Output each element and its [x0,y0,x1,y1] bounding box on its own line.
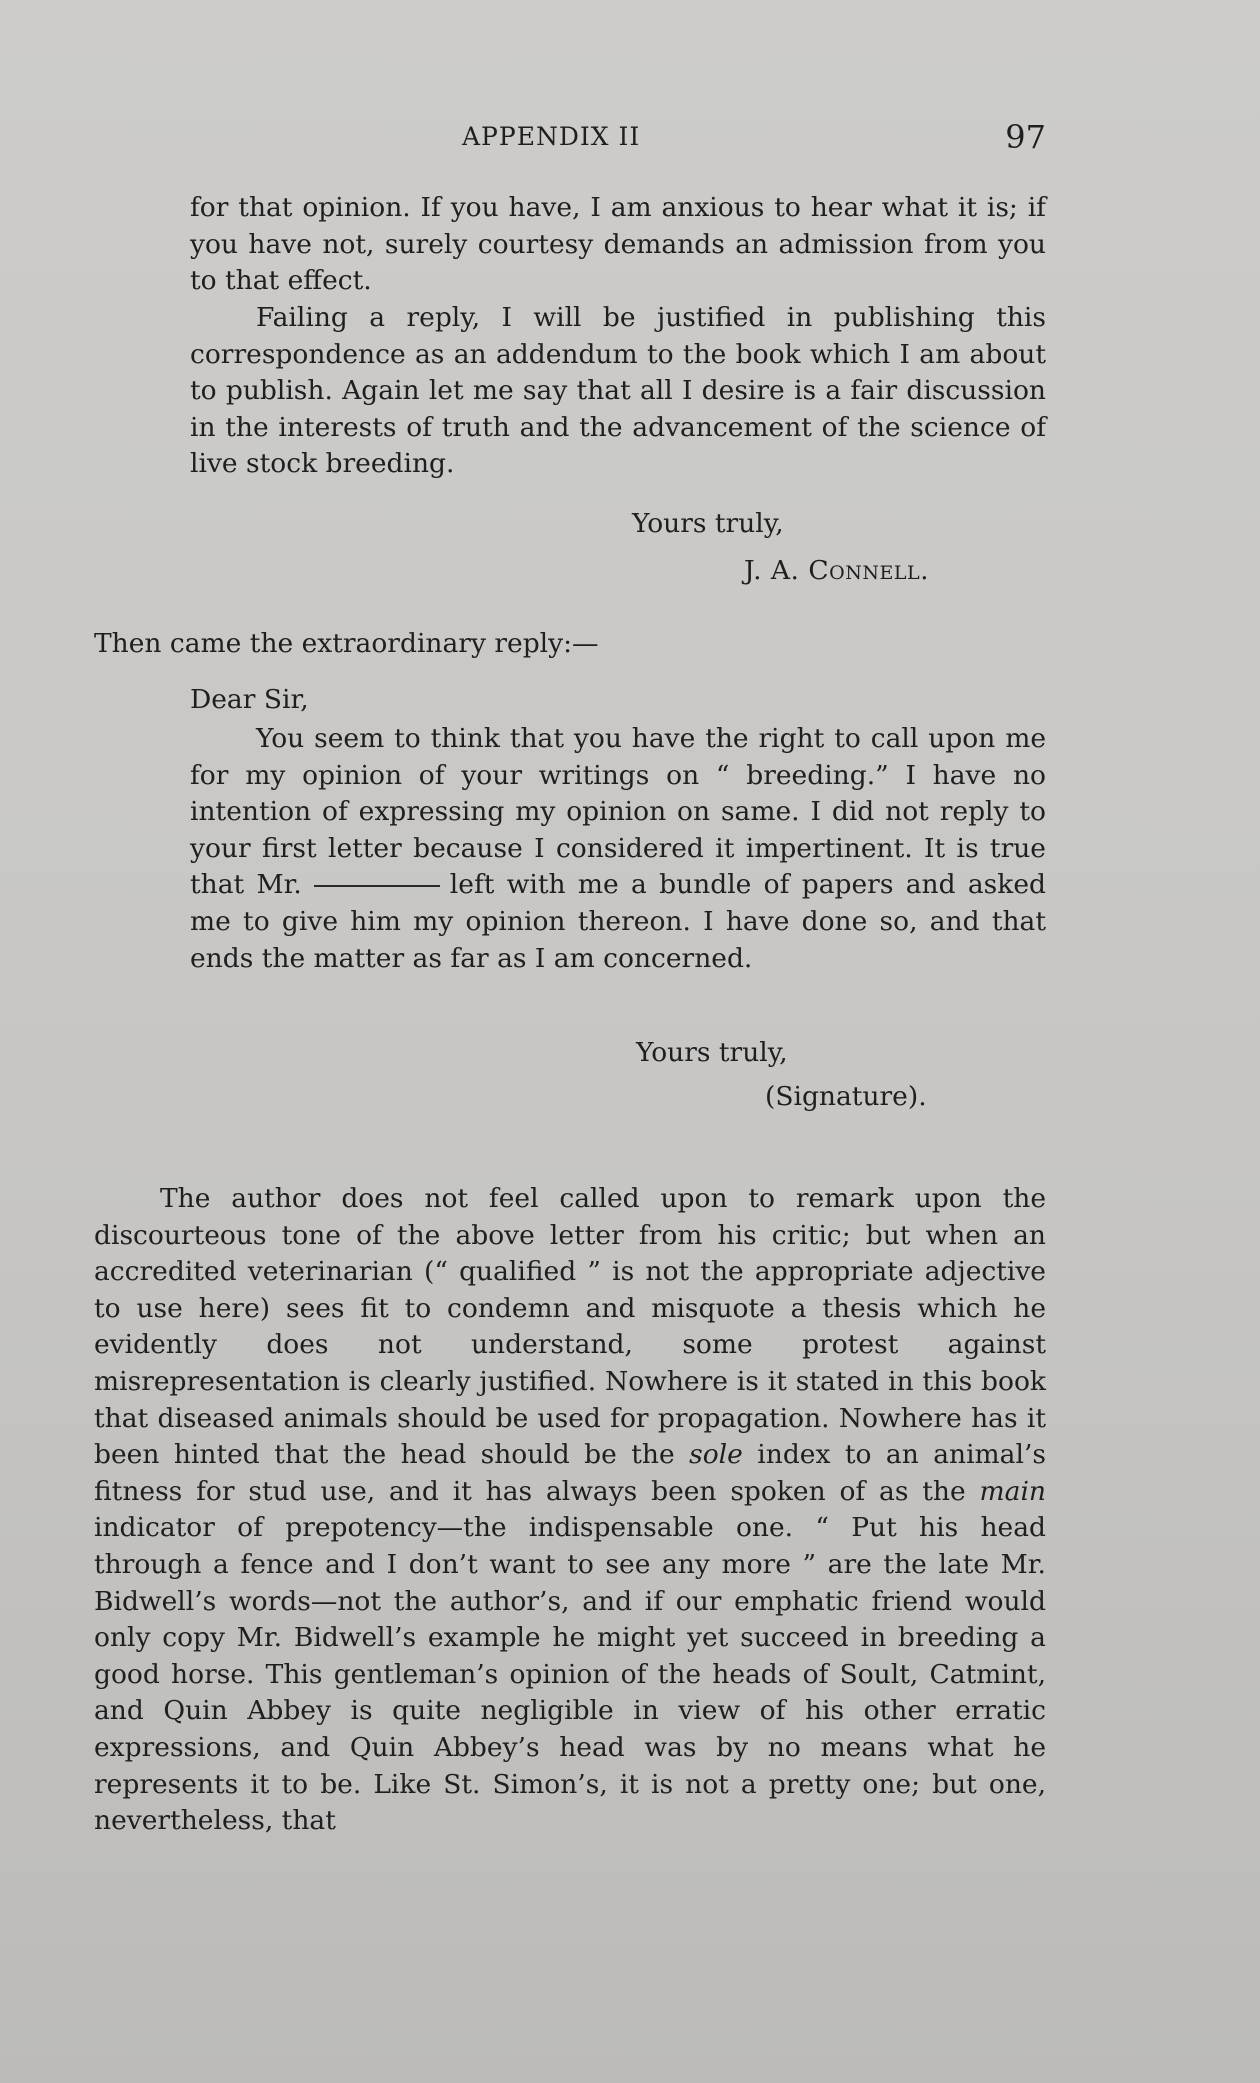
letter2-body-part1: You seem to think that you have the right to call upon me for my opinion of your writings on “ breeding.” I have no intention of expressing my opinion on same. I did not reply to your first letter because I considered it impertinent. It is true that Mr. [190,723,1046,901]
letter1-signature: J. A. Connell. [744,555,930,586]
reply-intro-line: Then came the extraordinary reply:— [94,628,599,659]
author-paragraph-part3: indicator of prepotency—the indispensable one. “ Put his head through a fence and I don’t want to see any more ” are the late Mr. Bidwell’s words—not the author’s, and if our emphatic friend would only copy Mr. Bidwell’s example he might yet succeed in breeding a good horse. This gentleman’s opinion of the heads of Soult, Catmint, and Quin Abbey is quite negligible in view of his other erratic expressions, and Quin Abbey’s head was by no means what he represents it to be. Like St. Simon’s, it is not a pretty one; but one, nevertheless, that [94,1512,1046,1837]
running-head [190,118,1046,158]
emphasis-sole: sole [689,1439,743,1471]
letter2-signature: (Signature). [765,1081,927,1112]
author-paragraph-part2: index to an animal’s fitness for stud use, and it has always been spoken of as the [94,1439,1046,1507]
letter1-paragraph-continued: for that opinion. If you have, I am anxious to hear what it is; if you have not, surely courtesy demands an admission from you to that effect. [190,192,1046,297]
running-head-title: APPENDIX II [462,122,641,151]
letter1-paragraph-failing: Failing a reply, I will be justified in publishing this correspondence as an addendum to the book which I am about to publish. Again let me say that all I desire is a fair discussion in the interests of truth and the advancement of the science of live stock breeding. [190,302,1046,480]
author-paragraph-part1: The author does not feel called upon to remark upon the discourteous tone of the above letter from his critic; but when an accredited veterinarian (“ qualified ” is not the appropriate adjective to use here) sees fit to condemn and misquote a thesis which he evidently does not understand, some protest against misrepresentation is clearly justified. Nowhere is it stated in this book that diseased animals should be used for propagation. Nowhere has it been hinted that the head should be the [94,1183,1046,1471]
letter2-body [190,721,1046,977]
page-number: 97 [1005,118,1046,156]
letter2-salutation: Dear Sir, [190,684,309,715]
author-response-paragraph [94,1181,1046,1840]
redacted-name-dash [314,885,440,887]
letter2-closing: Yours truly, [636,1037,788,1068]
emphasis-main: main [979,1475,1046,1507]
letter2-body-part2: left with me a bundle of papers and asked me to give him my opinion thereon. I have done so, and that ends the matter as far as I am concerned. [190,869,1046,974]
letter1-closing: Yours truly, [632,508,784,539]
